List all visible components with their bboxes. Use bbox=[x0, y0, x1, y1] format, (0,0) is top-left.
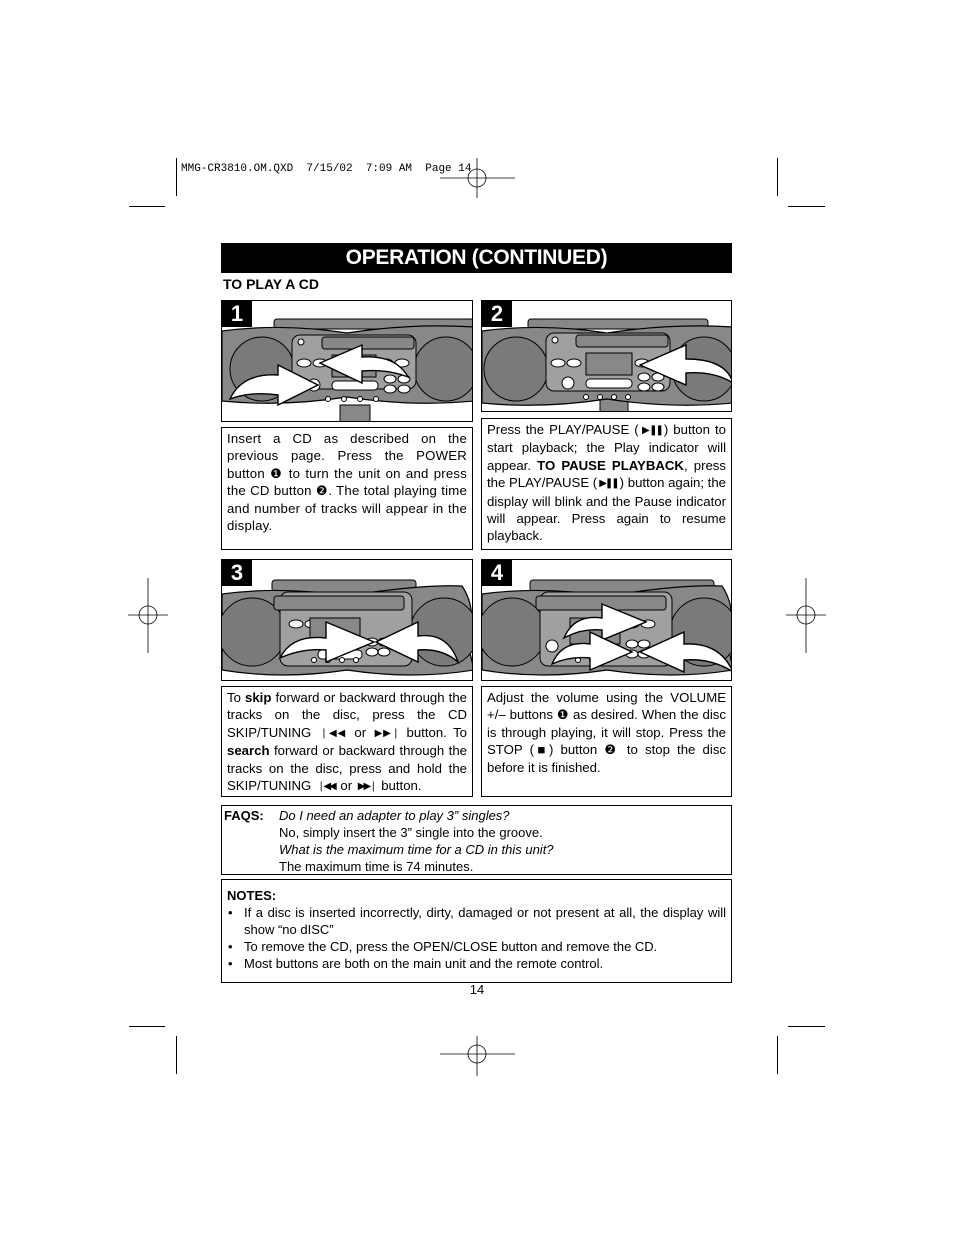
registration-mark-left bbox=[128, 578, 168, 653]
faq-answer: The maximum time is 74 minutes. bbox=[279, 859, 474, 874]
print-slug: MMG-CR3810.OM.QXD 7/15/02 7:09 AM Page 14 bbox=[181, 163, 472, 175]
section-subtitle: TO PLAY A CD bbox=[223, 276, 319, 292]
page-title: OPERATION (CONTINUED) bbox=[221, 243, 732, 273]
step-number: 3 bbox=[222, 560, 252, 586]
callout-2-icon: ❷ bbox=[315, 483, 329, 499]
step-3-text: To skip forward or backward through the tracks on the disc, press the CD SKIP/TUNING ❘◀◀ or ▶▶❘ button. To search forward or backward through the tracks on the disc, press and hold the SKIP/TUNING ❘◀◀ or ▶▶❘ button. bbox=[221, 686, 473, 797]
faq-box bbox=[221, 805, 732, 875]
crop-mark bbox=[176, 1036, 177, 1074]
boombox-image bbox=[222, 301, 473, 422]
note-item: • If a disc is inserted incorrectly, dirty, damaged or not present at all, the display will show “no dISC” bbox=[227, 904, 726, 938]
crop-mark bbox=[129, 206, 165, 207]
skip-forward-icon: ▶▶❘ bbox=[357, 781, 376, 793]
note-item: • To remove the CD, press the OPEN/CLOSE button and remove the CD. bbox=[227, 938, 726, 955]
step-1-illustration bbox=[221, 300, 473, 422]
play-pause-icon: ▶❚❚ bbox=[640, 425, 662, 436]
crop-mark bbox=[176, 158, 177, 196]
callout-1-icon: ❶ bbox=[270, 465, 284, 481]
step-4-text: Adjust the volume using the VOLUME +/– buttons ❶ as desired. When the disc is through playing, it will stop. Press the STOP (■) button ❷ to stop the disc before it is finished. bbox=[481, 686, 732, 797]
step-2-illustration bbox=[481, 300, 732, 412]
boombox-image bbox=[482, 301, 732, 412]
notes-heading: NOTES: bbox=[227, 888, 277, 903]
faq-question: What is the maximum time for a CD in this unit? bbox=[279, 842, 554, 857]
step-1-text: Insert a CD as described on the previous page. Press the POWER button ❶ to turn the unit on and press the CD button ❷. The total playing time and number of tracks will appear in the display. bbox=[221, 427, 473, 550]
crop-mark bbox=[777, 158, 778, 196]
step-number: 4 bbox=[482, 560, 512, 586]
page-number: 14 bbox=[469, 982, 485, 997]
faq-answer: No, simply insert the 3” single into the groove. bbox=[279, 825, 543, 840]
step-4-illustration bbox=[481, 559, 732, 681]
crop-mark bbox=[788, 206, 825, 207]
step-2-text: Press the PLAY/PAUSE ( ▶❚❚ ) button to start playback; the Play indicator will appear. TO PAUSE PLAYBACK, press the PLAY/PAUSE ( ▶❚❚ ) button again; the display will blink and the Pause indicator will appear. Press again to resume playback. bbox=[481, 418, 732, 550]
boombox-image bbox=[222, 560, 473, 681]
step-3-illustration bbox=[221, 559, 473, 681]
skip-back-icon: ❘◀◀ bbox=[319, 727, 346, 739]
crop-mark bbox=[777, 1036, 778, 1074]
registration-mark-right bbox=[786, 578, 826, 653]
crop-mark bbox=[788, 1026, 825, 1027]
callout-2-icon: ❷ bbox=[604, 742, 620, 758]
notes-box bbox=[221, 879, 732, 983]
boombox-image bbox=[482, 560, 732, 681]
skip-back-icon: ❘◀◀ bbox=[316, 781, 335, 793]
faq-question: Do I need an adapter to play 3” singles? bbox=[279, 808, 510, 823]
crop-mark bbox=[129, 1026, 165, 1027]
callout-1-icon: ❶ bbox=[556, 707, 570, 723]
play-pause-icon: ▶❚❚ bbox=[599, 478, 618, 490]
registration-mark-bottom bbox=[440, 1036, 515, 1076]
step-number: 1 bbox=[222, 301, 252, 327]
step-number: 2 bbox=[482, 301, 512, 327]
skip-forward-icon: ▶▶❘ bbox=[374, 727, 399, 739]
faq-label: FAQS: bbox=[224, 808, 264, 823]
note-item: • Most buttons are both on the main unit and the remote control. bbox=[227, 955, 726, 972]
stop-icon: ■ bbox=[533, 742, 549, 758]
